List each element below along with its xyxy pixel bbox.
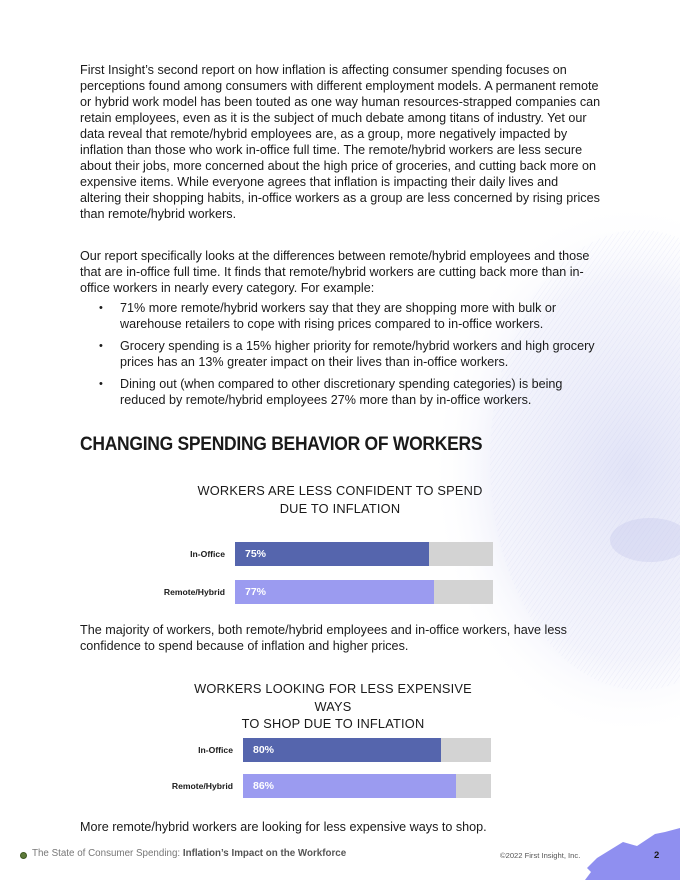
chart-title (183, 680, 483, 733)
chart-title-line: DUE TO INFLATION (279, 500, 401, 516)
bar-value-label: 80% (253, 744, 275, 756)
bar-row-remote-hybrid (163, 580, 493, 604)
footer-title-emphasis: Inflation’s Impact on the Workforce (182, 848, 347, 859)
list-item: • Dining out (when compared to other discretionary spending categories) is being reduced by remote/hybrid employees 27% more than by in-office workers. (80, 376, 602, 408)
bar-remote-hybrid (243, 774, 456, 798)
page-footer (0, 844, 680, 874)
footer-document-title (32, 848, 346, 859)
intro-paragraph: First Insight’s second report on how inflation is affecting consumer spending focuses on perceptions found among consumers with different employment models. A permanent remote or hybrid work model has been touted as one way human resources-strapped companies can retain employees, even as it is the subject of much debate among titans of industry. Yet our data reveal that remote/hybrid employees are, as a group, more negatively impacted by inflation than those who work in-office full time. The remote/hybrid workers are less secure about their jobs, more concerned about the high price of groceries, and cutting back more on expensive items. While everyone agrees that inflation is impacting their daily lives and altering their shopping habits, in-office workers as a group are less concerned by rising prices than remote/hybrid workers. (80, 63, 601, 221)
footer-title-prefix: The State of Consumer Spending: (32, 848, 183, 859)
bar-value-label: 77% (245, 586, 267, 598)
section-heading: CHANGING SPENDING BEHAVIOR OF WORKERS (80, 434, 483, 455)
chart-title-line: WORKERS LOOKING FOR LESS EXPENSIVE WAYS (194, 681, 472, 714)
chart-title (190, 482, 490, 517)
report-paragraph: Our report specifically looks at the differences between remote/hybrid employees and those that are in-office full time. It finds that remote/hybrid workers are cutting back more than in-office workers in nearly every category. For example: (80, 249, 590, 295)
bar-row-in-office (198, 738, 491, 762)
footer-copyright: ©2022 First Insight, Inc. (500, 851, 581, 860)
chart-title-line: TO SHOP DUE TO INFLATION (241, 716, 425, 731)
bar-category-label: In-Office (190, 549, 225, 559)
chart-title-line: WORKERS ARE LESS CONFIDENT TO SPEND (197, 483, 483, 498)
bar-category-label: In-Office (198, 745, 233, 755)
list-item: • 71% more remote/hybrid workers say that they are shopping more with bulk or warehouse retailers to cope with rising prices compared to in-office workers. (80, 300, 602, 332)
bar-row-remote-hybrid (171, 774, 491, 798)
page-number: 2 (654, 850, 660, 861)
chart-caption: The majority of workers, both remote/hybrid employees and in-office workers, have less confidence to spend because of inflation and higher prices. (80, 623, 567, 653)
bar-row-in-office (190, 542, 493, 566)
bar-value-label: 75% (245, 548, 267, 560)
list-item: • Grocery spending is a 15% higher priority for remote/hybrid workers and high grocery prices has an 13% greater impact on their lives than in-office workers. (80, 338, 602, 370)
bar-category-label: Remote/Hybrid (171, 781, 233, 791)
bar-value-label: 86% (253, 780, 275, 792)
chart-caption: More remote/hybrid workers are looking for less expensive ways to shop. (80, 820, 487, 834)
bullet-dot-icon (20, 852, 27, 859)
bar-category-label: Remote/Hybrid (163, 587, 225, 597)
findings-list (80, 300, 602, 414)
